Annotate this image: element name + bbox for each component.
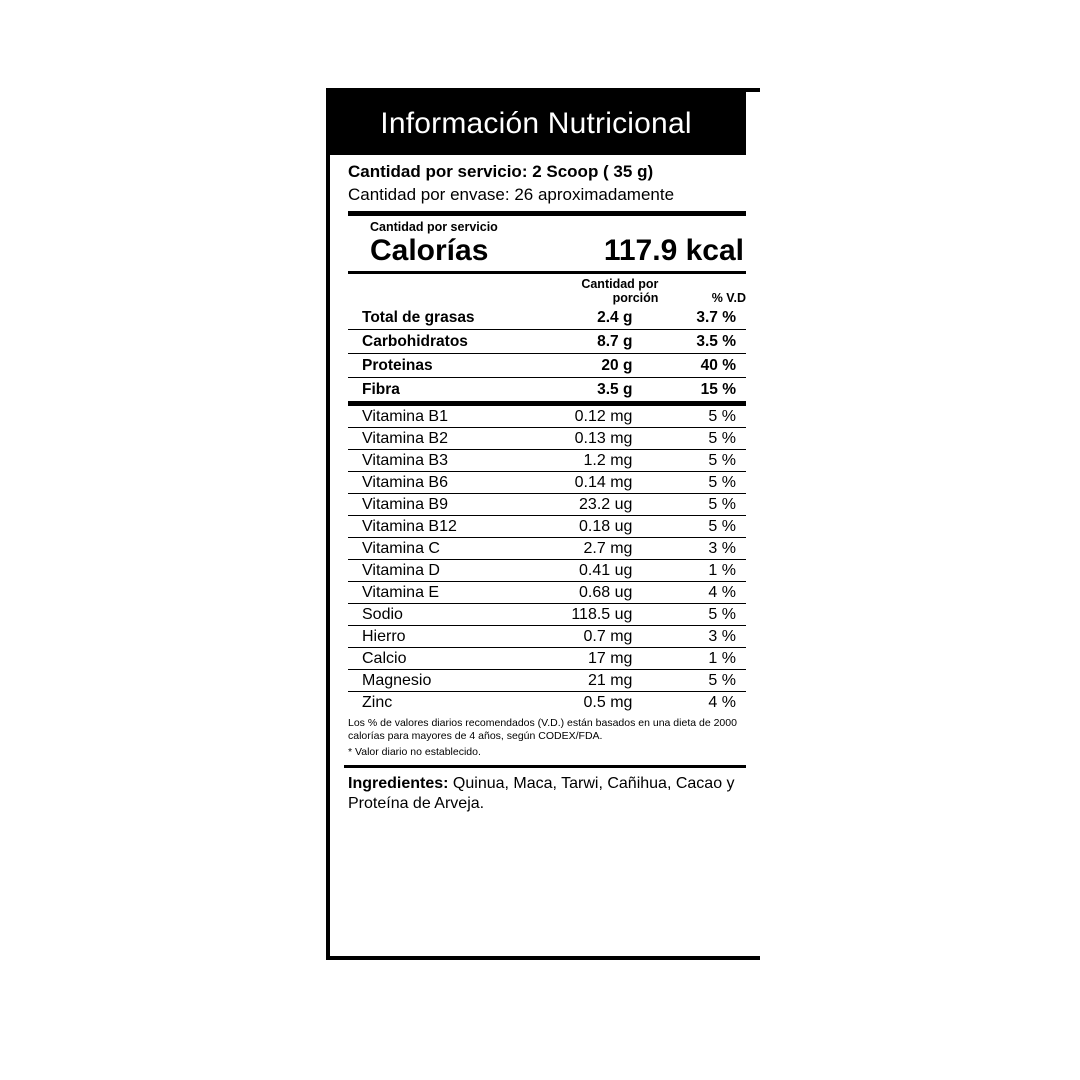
header-spacer: [348, 274, 535, 306]
nutrient-dv: 5 %: [658, 515, 746, 537]
nutrient-dv: 1 %: [658, 647, 746, 669]
table-row: [348, 603, 746, 625]
footnote-asterisk: * Valor diario no establecido.: [348, 746, 481, 759]
nutrient-name: Vitamina B9: [348, 493, 535, 515]
nutrient-dv: 15 %: [700, 380, 736, 398]
nutrient-dv: 5 %: [658, 406, 746, 428]
nutrient-amount: 0.41 ug: [535, 559, 658, 581]
nutrient-amount: 21 mg: [535, 669, 658, 691]
nutrient-amount: 8.7 g: [535, 329, 658, 353]
nutrient-name: Vitamina D: [348, 559, 535, 581]
calories-caption: Cantidad por servicio: [370, 219, 498, 234]
table-header-row: [348, 274, 746, 306]
table-row: [348, 353, 746, 377]
nutrient-name: Magnesio: [348, 669, 535, 691]
nutrient-dv: 3.7 %: [658, 306, 746, 330]
calories-block: [348, 216, 746, 274]
macronutrient-table: [348, 274, 746, 401]
nutrient-amount: 0.68 ug: [535, 581, 658, 603]
nutrient-dv: 5 %: [658, 603, 746, 625]
table-row: [348, 493, 746, 515]
nutrient-name: Zinc: [362, 693, 393, 711]
table-row: [348, 581, 746, 603]
nutrient-amount: 0.5 mg: [583, 693, 633, 711]
nutrient-amount: 1.2 mg: [535, 449, 658, 471]
nutrient-dv: 3 %: [658, 625, 746, 647]
header-amount: Cantidad por porción: [581, 276, 659, 305]
nutrient-name: Vitamina B2: [348, 427, 535, 449]
table-row: [348, 306, 746, 330]
calories-value: 117.9 kcal: [603, 233, 744, 267]
table-row: [348, 406, 746, 428]
nutrient-name: Proteinas: [348, 353, 535, 377]
ingredients-text: Quinua, Maca, Tarwi, Cañihua, Cacao y Proteína de Arveja.: [348, 775, 735, 813]
calories-label: Calorías: [370, 233, 489, 267]
table-row: [348, 471, 746, 493]
nutrient-dv: 5 %: [658, 471, 746, 493]
nutrient-dv: 4 %: [658, 581, 746, 603]
table-row: [348, 427, 746, 449]
serving-information: [348, 155, 746, 216]
nutrient-name: Hierro: [348, 625, 535, 647]
ingredients-label: Ingredientes:: [348, 775, 449, 793]
nutrient-amount: 118.5 ug: [535, 603, 658, 625]
nutrient-amount: 0.13 mg: [535, 427, 658, 449]
nutrient-name: Calcio: [348, 647, 535, 669]
nutrient-dv: 40 %: [658, 353, 746, 377]
calories-row: [348, 234, 746, 269]
servings-per-container-text: Cantidad por envase: 26 aproximadamente: [348, 184, 675, 204]
footnote-daily-values: Los % de valores diarios recomendados (V.D.) están basados en una dieta de 2000 calorías para mayores de 4 años, según CODEX/FDA.: [348, 716, 737, 742]
nutrient-name: Vitamina B1: [348, 406, 535, 428]
nutrient-dv: 3.5 %: [658, 329, 746, 353]
nutrient-amount: 17 mg: [535, 647, 658, 669]
nutrient-name: Vitamina C: [348, 537, 535, 559]
nutrient-dv: 3 %: [658, 537, 746, 559]
micronutrient-table: [348, 406, 746, 713]
nutrition-label-panel: [326, 88, 760, 960]
ingredients-block: [348, 774, 744, 814]
nutrient-name: Sodio: [348, 603, 535, 625]
nutrient-name: Carbohidratos: [348, 329, 535, 353]
table-row: [348, 691, 746, 713]
nutrient-amount: 2.7 mg: [535, 537, 658, 559]
nutrient-dv: 5 %: [658, 449, 746, 471]
serving-size-text: Cantidad por servicio: 2 Scoop ( 35 g): [348, 162, 654, 181]
nutrient-amount: 0.7 mg: [535, 625, 658, 647]
nutrient-name: Vitamina B3: [348, 449, 535, 471]
nutrient-dv: 4 %: [708, 693, 736, 711]
nutrient-dv: 5 %: [658, 669, 746, 691]
table-row: [348, 669, 746, 691]
nutrient-dv: 1 %: [658, 559, 746, 581]
table-row: [348, 537, 746, 559]
label-title-bar: [326, 92, 746, 155]
nutrient-name: Vitamina B6: [348, 471, 535, 493]
nutrient-amount: 0.18 ug: [535, 515, 658, 537]
ingredients-divider: [344, 765, 746, 768]
nutrient-dv: 5 %: [658, 493, 746, 515]
nutrient-amount: 2.4 g: [535, 306, 658, 330]
nutrient-amount: 3.5 g: [597, 380, 633, 398]
footnote-block: [348, 717, 746, 759]
nutrient-name: Total de grasas: [348, 306, 535, 330]
nutrient-name: Vitamina E: [348, 581, 535, 603]
nutrient-amount: 20 g: [535, 353, 658, 377]
nutrient-dv: 5 %: [658, 427, 746, 449]
nutrient-amount: 0.14 mg: [535, 471, 658, 493]
table-row: [348, 559, 746, 581]
page-title: Información Nutricional: [380, 106, 692, 140]
table-row: [348, 647, 746, 669]
table-row: [348, 449, 746, 471]
nutrient-amount: 0.12 mg: [535, 406, 658, 428]
nutrient-amount: 23.2 ug: [535, 493, 658, 515]
table-row: [348, 515, 746, 537]
header-daily-value: % V.D: [711, 290, 746, 305]
nutrient-name: Fibra: [362, 380, 400, 398]
table-row: [348, 377, 746, 401]
table-row: [348, 329, 746, 353]
table-row: [348, 625, 746, 647]
nutrient-name: Vitamina B12: [348, 515, 535, 537]
